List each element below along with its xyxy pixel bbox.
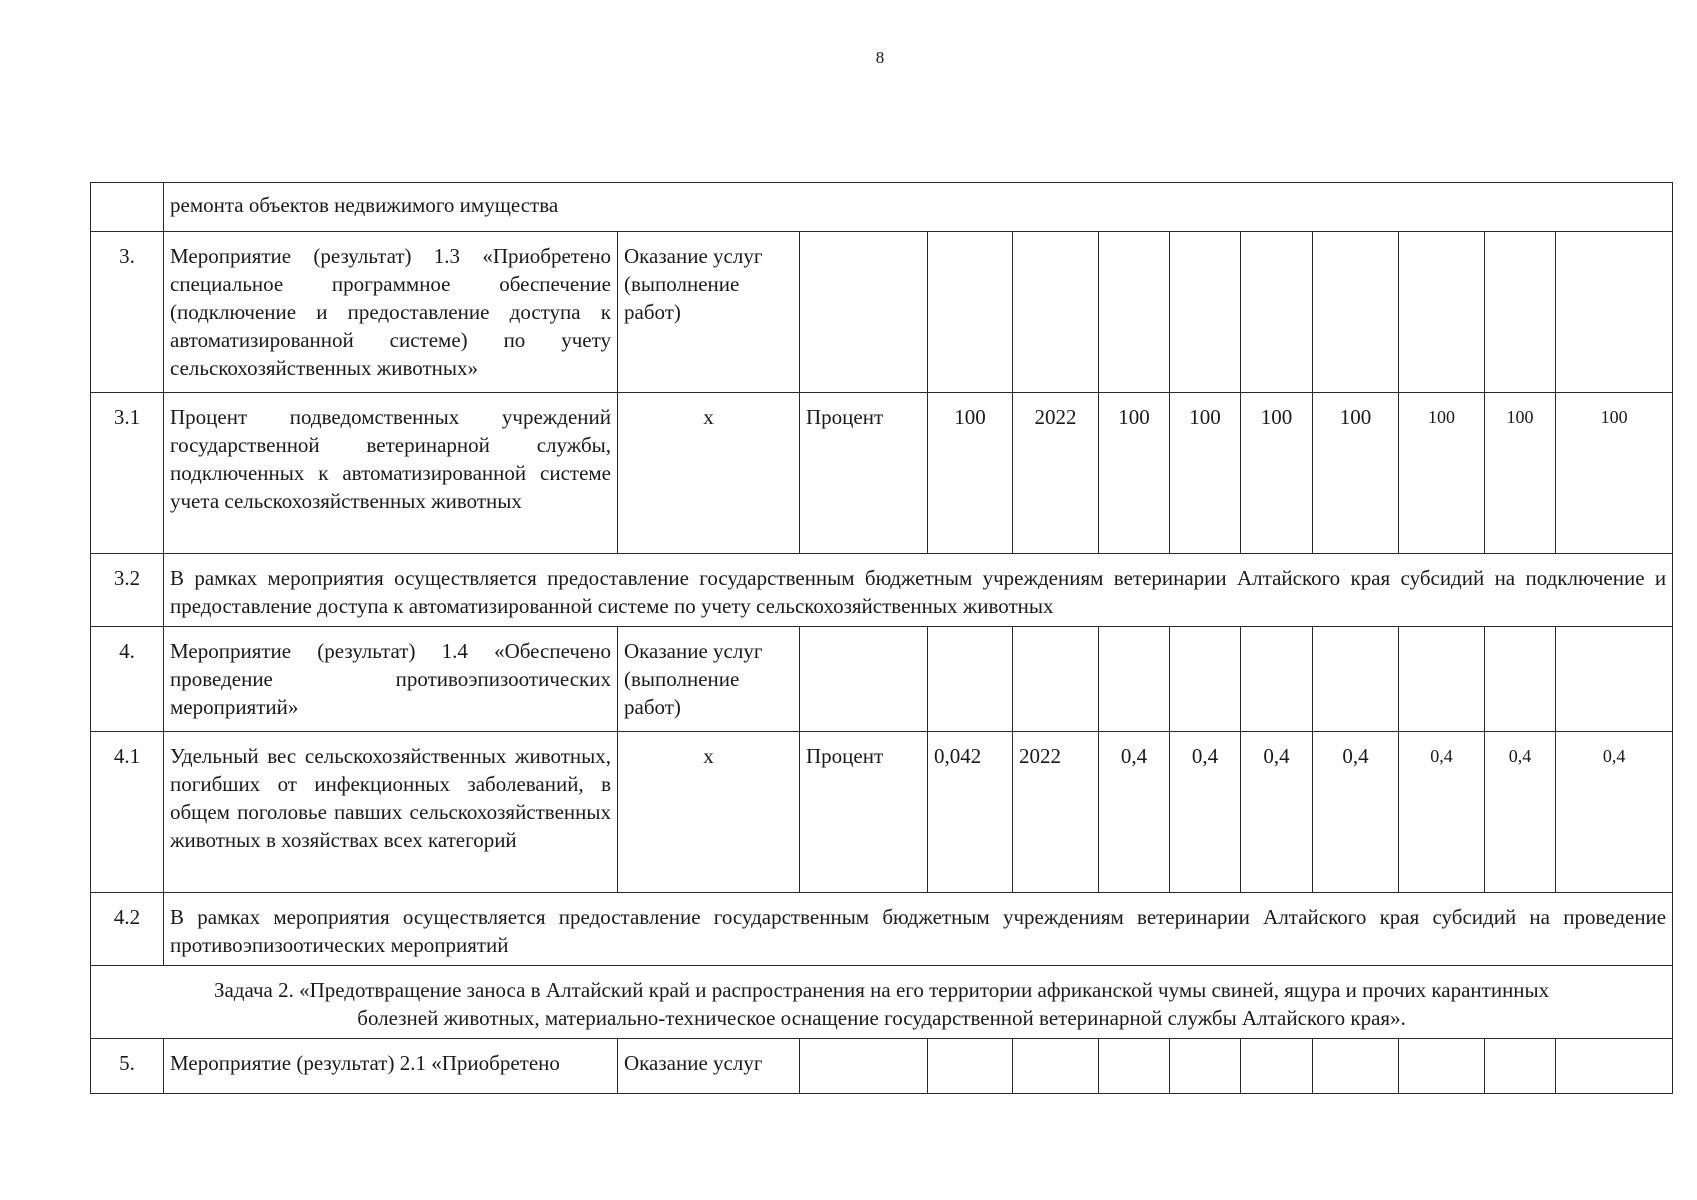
- row-number: 4.2: [91, 893, 164, 966]
- indicators-table: [90, 182, 1673, 1094]
- value-cell: [1313, 1039, 1399, 1094]
- base-year-cell: [1013, 232, 1099, 393]
- value-cell: 100: [1170, 393, 1241, 554]
- base-year-cell: [1013, 627, 1099, 732]
- table-row: [91, 627, 1673, 732]
- table-row: [91, 183, 1673, 232]
- value-cell: [1399, 1039, 1485, 1094]
- description-text: В рамках мероприятия осуществляется предоставление государственным бюджетным учреждениям ветеринарии Алтайского края субсидий на подключение и предоставление доступа к автоматизированной системе по учету сельскохозяйственных животных: [164, 554, 1673, 627]
- value-cell: 0,4: [1241, 732, 1313, 893]
- unit-cell: Процент: [800, 732, 928, 893]
- row-number: 4.: [91, 627, 164, 732]
- value-cell: 0,4: [1170, 732, 1241, 893]
- indicator-type: Оказание услуг (выполнение работ): [618, 232, 800, 393]
- table-row: [91, 232, 1673, 393]
- value-cell: [1241, 627, 1313, 732]
- value-cell: 0,4: [1099, 732, 1170, 893]
- row-number: 3.: [91, 232, 164, 393]
- indicator-name: Процент подведомственных учреждений государственной ветеринарной службы, подключенных к автоматизированной системе учета сельскохозяйственных животных: [164, 393, 618, 554]
- continuation-text: ремонта объектов недвижимого имущества: [164, 183, 1673, 232]
- row-number: 5.: [91, 1039, 164, 1094]
- value-cell: [1485, 627, 1556, 732]
- unit-cell: [800, 627, 928, 732]
- base-year-cell: 2022: [1013, 393, 1099, 554]
- indicator-name: Мероприятие (результат) 2.1 «Приобретено: [164, 1039, 618, 1094]
- value-cell: 100: [1399, 393, 1485, 554]
- value-cell: 100: [1241, 393, 1313, 554]
- value-cell: [1099, 232, 1170, 393]
- base-value-cell: [928, 627, 1013, 732]
- base-value-cell: 0,042: [928, 732, 1013, 893]
- row-number: 3.2: [91, 554, 164, 627]
- unit-cell: [800, 232, 928, 393]
- task-heading-line: Задача 2. «Предотвращение заноса в Алтайский край и распространения на его территории африканской чумы свиней, ящура и прочих карантинных: [213, 978, 1550, 1002]
- value-cell: [1170, 232, 1241, 393]
- value-cell: 100: [1313, 393, 1399, 554]
- value-cell: [1170, 1039, 1241, 1094]
- task-heading-line: болезней животных, материально-техническое оснащение государственной ветеринарной службы Алтайского края».: [357, 1006, 1406, 1030]
- value-cell: [1485, 1039, 1556, 1094]
- value-cell: [1313, 627, 1399, 732]
- base-year-cell: 2022: [1013, 732, 1099, 893]
- row-number: 4.1: [91, 732, 164, 893]
- table-row: [91, 1039, 1673, 1094]
- indicator-type: х: [618, 732, 800, 893]
- base-value-cell: [928, 232, 1013, 393]
- table-row: [91, 554, 1673, 627]
- value-cell: [1399, 627, 1485, 732]
- value-cell: [1241, 232, 1313, 393]
- value-cell: [1399, 232, 1485, 393]
- row-number: 3.1: [91, 393, 164, 554]
- value-cell: 100: [1556, 393, 1673, 554]
- value-cell: [1241, 1039, 1313, 1094]
- indicator-type: Оказание услуг (выполнение работ): [618, 627, 800, 732]
- value-cell: 0,4: [1399, 732, 1485, 893]
- value-cell: [1170, 627, 1241, 732]
- indicator-name: Мероприятие (результат) 1.3 «Приобретено специальное программное обеспечение (подключение и предоставление доступа к автоматизированной системе) по учету сельскохозяйственных животных»: [164, 232, 618, 393]
- value-cell: [1556, 627, 1673, 732]
- value-cell: 100: [1485, 393, 1556, 554]
- indicator-name: Мероприятие (результат) 1.4 «Обеспечено проведение противоэпизоотических мероприятий»: [164, 627, 618, 732]
- table-row: [91, 393, 1673, 554]
- value-cell: 0,4: [1485, 732, 1556, 893]
- value-cell: [1556, 1039, 1673, 1094]
- row-number-cell: [91, 183, 164, 232]
- value-cell: 0,4: [1556, 732, 1673, 893]
- unit-cell: [800, 1039, 928, 1094]
- task-heading: [91, 966, 1673, 1039]
- base-value-cell: [928, 1039, 1013, 1094]
- value-cell: 0,4: [1313, 732, 1399, 893]
- value-cell: 100: [1099, 393, 1170, 554]
- base-year-cell: [1013, 1039, 1099, 1094]
- value-cell: [1099, 627, 1170, 732]
- value-cell: [1313, 232, 1399, 393]
- page-number: 8: [875, 48, 885, 67]
- indicator-name: Удельный вес сельскохозяйственных животных, погибших от инфекционных заболеваний, в общем поголовье павших сельскохозяйственных животных в хозяйствах всех категорий: [164, 732, 618, 893]
- value-cell: [1099, 1039, 1170, 1094]
- value-cell: [1485, 232, 1556, 393]
- table-row: [91, 732, 1673, 893]
- table-row: [91, 966, 1673, 1039]
- base-value-cell: 100: [928, 393, 1013, 554]
- description-text: В рамках мероприятия осуществляется предоставление государственным бюджетным учреждениям ветеринарии Алтайского края субсидий на проведение противоэпизоотических мероприятий: [164, 893, 1673, 966]
- indicator-type: х: [618, 393, 800, 554]
- indicator-type: Оказание услуг: [618, 1039, 800, 1094]
- value-cell: [1556, 232, 1673, 393]
- unit-cell: Процент: [800, 393, 928, 554]
- table-row: [91, 893, 1673, 966]
